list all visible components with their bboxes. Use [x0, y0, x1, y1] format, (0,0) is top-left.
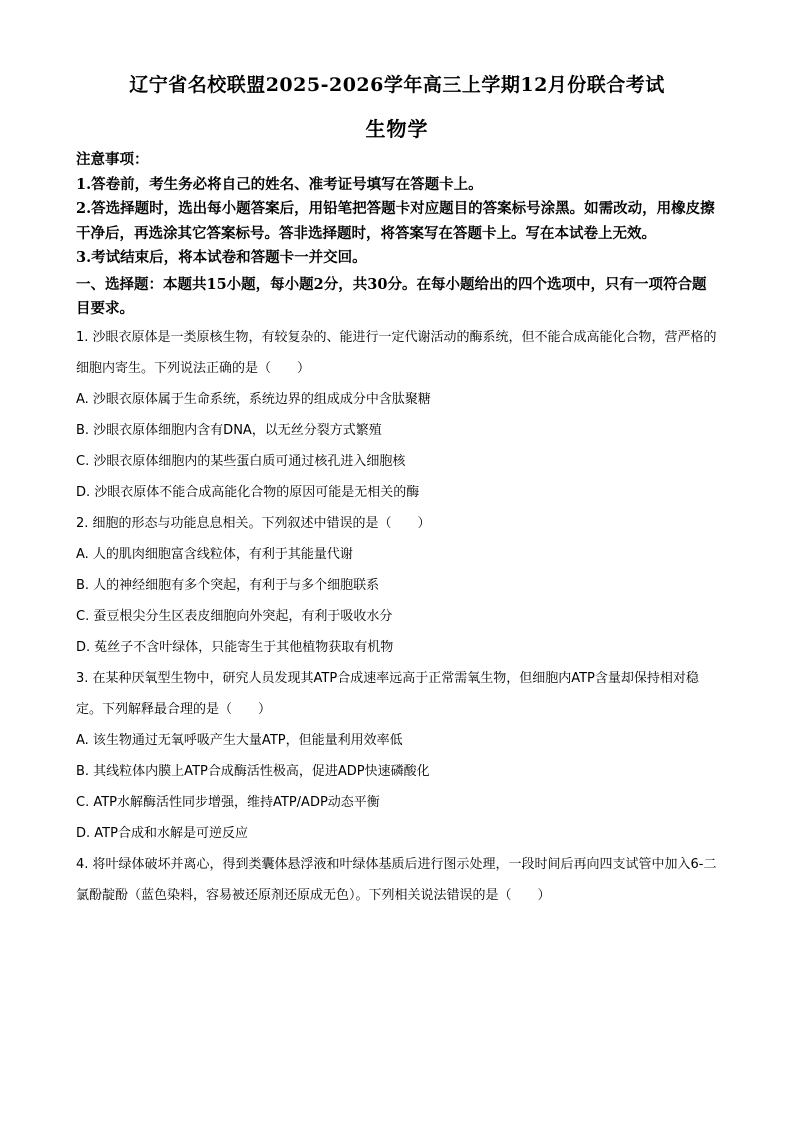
question-option: C. 沙眼衣原体细胞内的某些蛋白质可通过核孔进入细胞核: [76, 453, 406, 469]
question-option: A. 人的肌肉细胞富含线粒体，有利于其能量代谢: [76, 546, 353, 562]
question-3: [76, 663, 720, 849]
section-heading: 一、选择题：本题共15小题，每小题2分，共30分。在每小题给出的四个选项中，只有一项符合题目要求。: [76, 275, 707, 317]
question-option: A. 沙眼衣原体属于生命系统，系统边界的组成成分中含肽聚糖: [76, 391, 431, 407]
note-item: 1.答卷前，考生务必将自己的姓名、准考证号填写在答题卡上。: [76, 175, 483, 193]
exam-subject: 生物学: [365, 117, 429, 141]
question-stem: 4. 将叶绿体破坏并离心，得到类囊体悬浮液和叶绿体基质后进行图示处理，一段时间后再向四支试管中加入6-二氯酚靛酚（蓝色染料，容易被还原剂还原成无色）。下列相关说法错误的是（ ）: [76, 856, 717, 903]
question-option: A. 该生物通过无氧呼吸产生大量ATP，但能量利用效率低: [76, 732, 403, 748]
question-option: D. ATP合成和水解是可逆反应: [76, 825, 248, 841]
note-item: 3.考试结束后，将本试卷和答题卡一并交回。: [76, 249, 367, 266]
question-option: B. 人的神经细胞有多个突起，有利于与多个细胞联系: [76, 577, 380, 593]
question-option: C. 蚕豆根尖分生区表皮细胞向外突起，有利于吸收水分: [76, 608, 393, 624]
exam-content: [76, 148, 720, 911]
note-item: 2.答选择题时，选出每小题答案后，用铅笔把答题卡对应题目的答案标号涂黑。如需改动，用橡皮擦干净后，再选涂其它答案标号。答非选择题时，将答案写在答题卡上。写在本试卷上无效。: [76, 200, 715, 242]
question-1: [76, 322, 720, 508]
question-2: [76, 508, 720, 663]
question-stem: 3. 在某种厌氧型生物中，研究人员发现其ATP合成速率远高于正常需氧生物，但细胞内ATP含量却保持相对稳定。下列解释最合理的是（ ）: [76, 670, 699, 717]
question-stem: 1. 沙眼衣原体是一类原核生物，有较复杂的、能进行一定代谢活动的酶系统，但不能合成高能化合物，营严格的细胞内寄生。下列说法正确的是（ ）: [76, 329, 717, 376]
question-option: B. 沙眼衣原体细胞内含有DNA，以无丝分裂方式繁殖: [76, 422, 382, 438]
question-option: D. 菟丝子不含叶绿体，只能寄生于其他植物获取有机物: [76, 639, 394, 655]
question-option: B. 其线粒体内膜上ATP合成酶活性极高，促进ADP快速磷酸化: [76, 763, 430, 779]
notes-heading: 注意事项：: [76, 151, 149, 168]
question-4: [76, 849, 720, 911]
question-stem: 2. 细胞的形态与功能息息相关。下列叙述中错误的是（ ）: [76, 515, 431, 531]
question-option: D. 沙眼衣原体不能合成高能化合物的原因可能是无相关的酶: [76, 484, 420, 500]
exam-title: 辽宁省名校联盟2025-2026学年高三上学期12月份联合考试: [129, 74, 665, 96]
question-option: C. ATP水解酶活性同步增强，维持ATP/ADP动态平衡: [76, 794, 380, 810]
